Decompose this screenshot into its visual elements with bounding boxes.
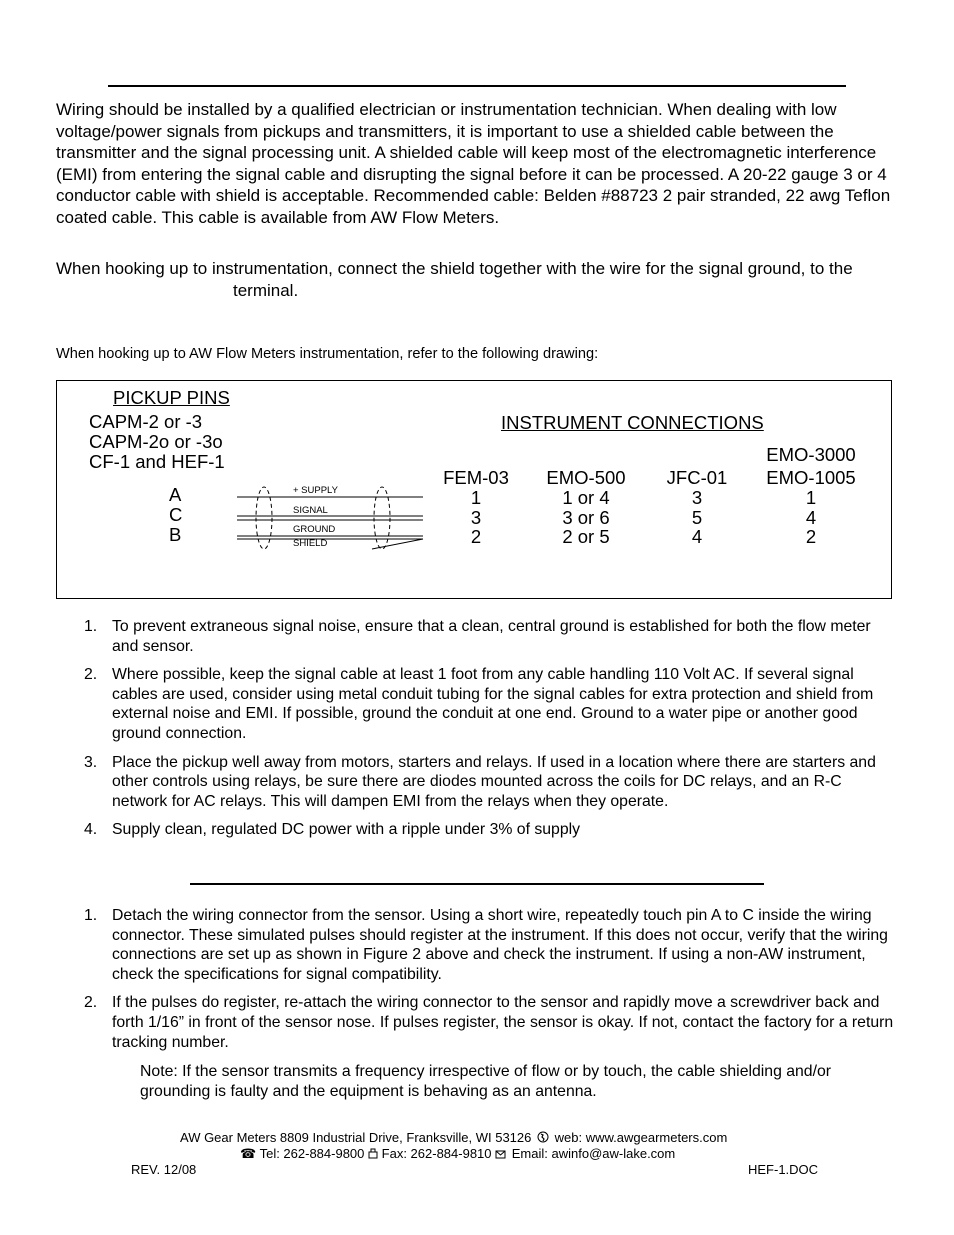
col-emo500-value-2: 3 or 6 xyxy=(562,507,610,528)
wiring-diagram xyxy=(56,380,892,599)
troubleshooting-list xyxy=(56,906,901,1061)
footer-doc-id: HEF-1.DOC xyxy=(748,1162,819,1177)
instrument-connections-title: INSTRUMENT CONNECTIONS xyxy=(501,412,764,433)
pickup-model-2: CAPM-2o or -3o xyxy=(89,431,223,452)
col-emo1005-header: EMO-1005 xyxy=(766,467,856,488)
col-emo500-value-1: 1 or 4 xyxy=(562,487,610,508)
col-emo1005-value-1: 1 xyxy=(805,487,817,508)
list-item xyxy=(56,665,901,743)
col-jfc01-value-2: 5 xyxy=(691,507,703,528)
list-number: 2. xyxy=(84,994,98,1012)
pin-a: A xyxy=(169,484,182,505)
email-icon xyxy=(495,1146,508,1162)
col-emo3000-header-top: EMO-3000 xyxy=(766,444,856,465)
shield-ellipse-right xyxy=(374,487,390,549)
shield-instruction-paragraph xyxy=(56,258,896,301)
footer-tel: Tel: 262-884-9800 xyxy=(259,1146,365,1161)
list-item xyxy=(56,820,901,840)
col-jfc01-header: JFC-01 xyxy=(666,467,728,488)
col-jfc01-value-1: 3 xyxy=(691,487,703,508)
list-text: If the pulses do register, re-attach the wiring connector to the sensor and rapidly move a screwdriver back and forth 1/16” in front of the sensor nose. If pulses register, the sensor is okay. If not, contact the factory for a return tracking number. xyxy=(112,994,894,1051)
wire-label-ground: GROUND xyxy=(293,524,336,535)
list-text: Place the pickup well away from motors, starters and relays. If used in a location where there are starters and other controls using relays, be sure there are diodes mounted across the coils for DC relays, and an R-C network for AC relays. This will dampen EMI from the relays when they operate. xyxy=(112,753,876,810)
col-fem03-header: FEM-03 xyxy=(443,467,509,488)
footer-email[interactable]: Email: awinfo@aw-lake.com xyxy=(511,1146,676,1161)
wiring-intro-paragraph: Wiring should be installed by a qualified electrician or instrumentation technician. When dealing with low voltage/power signals from pickups and transmitters, it is important to use a shielded cable between the transmitter and the signal processing unit. A shielded cable will keep most of the electromagnetic interference (EMI) from entering the signal cable and disrupting the signal before it can be processed. A 20-22 gauge 3 or 4 conductor cable with shield is acceptable. Recommended cable: Belden #88723 2 pair stranded, 22 awg Teflon coated cable. This cable is available from AW Flow Meters. xyxy=(56,100,891,227)
col-fem03-value-3: 2 xyxy=(470,526,482,547)
list-text: Supply clean, regulated DC power with a ripple under 3% of supply xyxy=(112,821,581,839)
precautions-list xyxy=(56,617,901,849)
col-emo500-value-3: 2 or 5 xyxy=(562,526,610,547)
list-item xyxy=(56,993,901,1052)
shield-instruction-end: terminal. xyxy=(233,280,299,300)
wire-label-signal: SIGNAL xyxy=(293,505,328,516)
pickup-pins-title: PICKUP PINS xyxy=(113,387,230,408)
pin-b: B xyxy=(169,524,182,545)
telephone-icon: ☎ xyxy=(240,1146,257,1161)
pickup-model-1: CAPM-2 or -3 xyxy=(89,411,203,432)
list-text: To prevent extraneous signal noise, ensure that a clean, central ground is established for both the flow meter and sensor. xyxy=(112,618,871,655)
list-number: 1. xyxy=(84,618,98,635)
wire-label-shield: SHIELD xyxy=(293,538,328,549)
section-rule-top xyxy=(108,85,846,87)
shield-ellipse-left xyxy=(256,487,272,549)
pin-c: C xyxy=(169,504,183,525)
col-emo1005-value-2: 4 xyxy=(805,507,817,528)
list-item xyxy=(56,753,901,812)
list-text: Where possible, keep the signal cable at least 1 foot from any cable handling 110 Volt AC. If several signal cables are used, consider using metal conduit tubing for the signal cables for extra protection and shield from external noise and EMI. If possible, ground the conduit at one end. Ground to a water pipe or another good ground connection. xyxy=(112,666,874,742)
section-rule-troubleshooting xyxy=(190,883,764,885)
antenna-note: Note: If the sensor transmits a frequency irrespective of flow or by touch, the cable shielding and/or grounding is faulty and the equipment is behaving as an antenna. xyxy=(140,1063,832,1100)
col-jfc01-value-3: 4 xyxy=(691,526,703,547)
col-fem03-value-2: 3 xyxy=(470,507,482,528)
footer-line-2 xyxy=(240,1146,675,1162)
list-number: 2. xyxy=(84,666,98,684)
pickup-model-3: CF-1 and HEF-1 xyxy=(89,451,225,472)
shield-instruction-start: When hooking up to instrumentation, connect the shield together with the wire for the signal ground, to the xyxy=(56,259,853,278)
footer-web[interactable]: web: www.awgearmeters.com xyxy=(554,1130,728,1145)
globe-icon xyxy=(537,1130,549,1146)
list-item xyxy=(56,906,901,984)
list-number: 1. xyxy=(84,907,98,924)
footer-address: AW Gear Meters 8809 Industrial Drive, Franksville, WI 53126 xyxy=(180,1130,532,1145)
footer-revision: REV. 12/08 xyxy=(131,1162,197,1177)
list-number: 3. xyxy=(84,753,98,771)
list-number: 4. xyxy=(84,821,98,839)
fax-icon xyxy=(368,1146,378,1162)
col-emo1005-value-3: 2 xyxy=(805,526,817,547)
wire-label-supply: + SUPPLY xyxy=(293,485,338,496)
col-fem03-value-1: 1 xyxy=(470,487,482,508)
footer-line-1 xyxy=(180,1130,727,1146)
drawing-reference-text: When hooking up to AW Flow Meters instrumentation, refer to the following drawing: xyxy=(56,346,599,362)
col-emo500-header: EMO-500 xyxy=(546,467,626,488)
list-text: Detach the wiring connector from the sensor. Using a short wire, repeatedly touch pin A to C inside the wiring connector. These simulated pulses should register at the instrument. If this does not occur, verify that the wiring connections are set up as shown in Figure 2 above and check the instrument. If using a non-AW instrument, check the specifications for signal compatibility. xyxy=(112,907,888,983)
footer-fax: Fax: 262-884-9810 xyxy=(381,1146,492,1161)
list-item xyxy=(56,617,901,656)
